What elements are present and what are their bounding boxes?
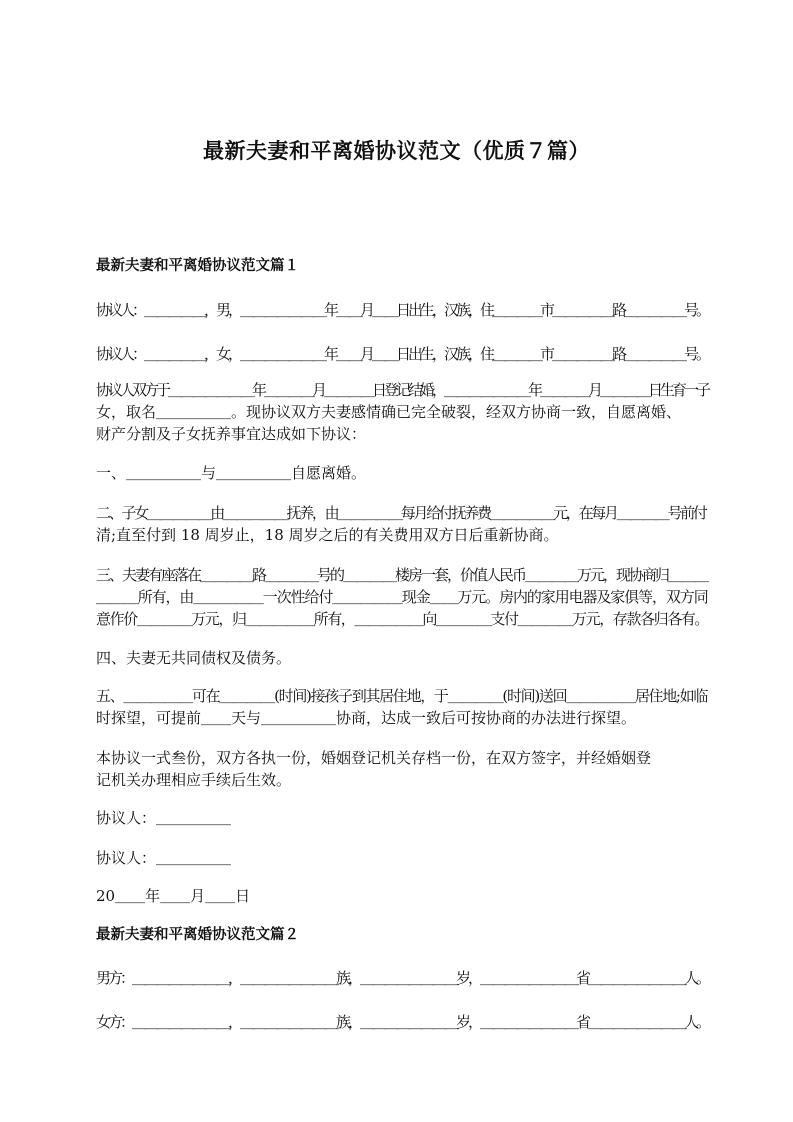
clause-3-property <box>96 564 708 630</box>
text-line: 记机关办理相应手续后生效。 <box>96 771 292 789</box>
clause-woman-info <box>96 1011 708 1033</box>
clause-4-debts <box>96 647 708 669</box>
text-line: 协议人：＿＿＿＿＿，男，＿＿＿＿＿＿＿年＿＿月＿＿日出生，汉族，住＿＿＿＿市＿＿＿＿＿路＿＿＿＿＿号。 <box>96 301 709 319</box>
text-line: 三、夫妻有座落在＿＿＿＿路＿＿＿＿号的＿＿＿＿楼房一套，价值人民币＿＿＿＿万元，现协商归＿＿＿ <box>96 566 708 584</box>
text-line: 清;直至付到 18 周岁止，18 周岁之后的有关费用双方日后重新协商。 <box>96 526 559 544</box>
clause-1-divorce <box>96 462 708 484</box>
text-line: 协议人双方于＿＿＿＿＿＿＿年＿＿＿＿月＿＿＿＿日登记结婚，＿＿＿＿＿＿＿年＿＿＿＿月＿＿＿＿日生育一子 <box>96 381 709 399</box>
document-title: 最新夫妻和平离婚协议范文（优质７篇） <box>203 139 590 163</box>
signature-party-2 <box>96 847 708 869</box>
text-line: 一、＿＿＿＿＿与＿＿＿＿＿自愿离婚。 <box>96 464 367 482</box>
clause-copies <box>96 747 708 791</box>
text-line: 时探望，可提前＿＿天与＿＿＿＿＿协商，达成一致后可按协商的办法进行探望。 <box>96 709 637 727</box>
clause-5-visitation <box>96 685 708 729</box>
text-line: 五、＿＿＿＿＿可在＿＿＿＿(时间)接孩子到其居住地，于＿＿＿＿(时间)送回＿＿＿＿＿居住地;如临 <box>96 687 708 705</box>
clause-man-info <box>96 967 708 989</box>
text-line: 二、子女＿＿＿＿＿由＿＿＿＿＿抚养，由＿＿＿＿＿每月给付抚养费＿＿＿＿＿元，在每月＿＿＿＿号前付 <box>96 504 706 522</box>
text-line: 协议人：＿＿＿＿＿，女，＿＿＿＿＿＿＿年＿＿月＿＿日出生，汉族，住＿＿＿＿市＿＿＿＿＿路＿＿＿＿＿号。 <box>96 345 709 363</box>
clause-marriage-info <box>96 379 708 445</box>
text-line: 四、夫妻无共同债权及债务。 <box>96 649 292 667</box>
text-line: 协议人：＿＿＿＿＿ <box>96 809 232 827</box>
signature-party-1 <box>96 807 708 829</box>
text-line: 男方：＿＿＿＿＿＿＿＿，＿＿＿＿＿＿＿＿族，＿＿＿＿＿＿＿＿岁，＿＿＿＿＿＿＿＿省＿＿＿＿＿＿＿＿人。 <box>96 969 709 987</box>
text-line: 财产分割及子女抚养事宜达成如下协议： <box>96 425 367 443</box>
text-line: ＿＿＿所有，由＿＿＿＿＿一次性给付＿＿＿＿＿现金＿＿万元。房内的家用电器及家俱等，双方同 <box>96 588 708 606</box>
text-line: 女方：＿＿＿＿＿＿＿＿，＿＿＿＿＿＿＿＿族，＿＿＿＿＿＿＿＿岁，＿＿＿＿＿＿＿＿省＿＿＿＿＿＿＿＿人。 <box>96 1013 709 1031</box>
signature-date <box>96 885 708 907</box>
clause-party-male <box>96 299 708 321</box>
clause-2-custody <box>96 502 708 546</box>
text-line: 协议人：＿＿＿＿＿ <box>96 849 232 867</box>
clause-party-female <box>96 343 708 365</box>
section-heading-2: 最新夫妻和平离婚协议范文篇２ <box>96 927 299 943</box>
section-heading-1: 最新夫妻和平离婚协议范文篇１ <box>96 258 299 274</box>
text-line: 意作价＿＿＿＿万元，归＿＿＿＿＿所有，＿＿＿＿＿向＿＿＿＿支付＿＿＿＿万元，存款各归各有。 <box>96 610 709 628</box>
text-line: 女，取名＿＿＿＿＿。现协议双方夫妻感情确已完全破裂，经双方协商一致，自愿离婚、 <box>96 403 682 421</box>
text-line: 本协议一式叁份，双方各执一份，婚姻登记机关存档一份，在双方签字，并经婚姻登 <box>96 749 652 767</box>
text-line: 20＿＿年＿＿月＿＿日 <box>96 887 251 905</box>
